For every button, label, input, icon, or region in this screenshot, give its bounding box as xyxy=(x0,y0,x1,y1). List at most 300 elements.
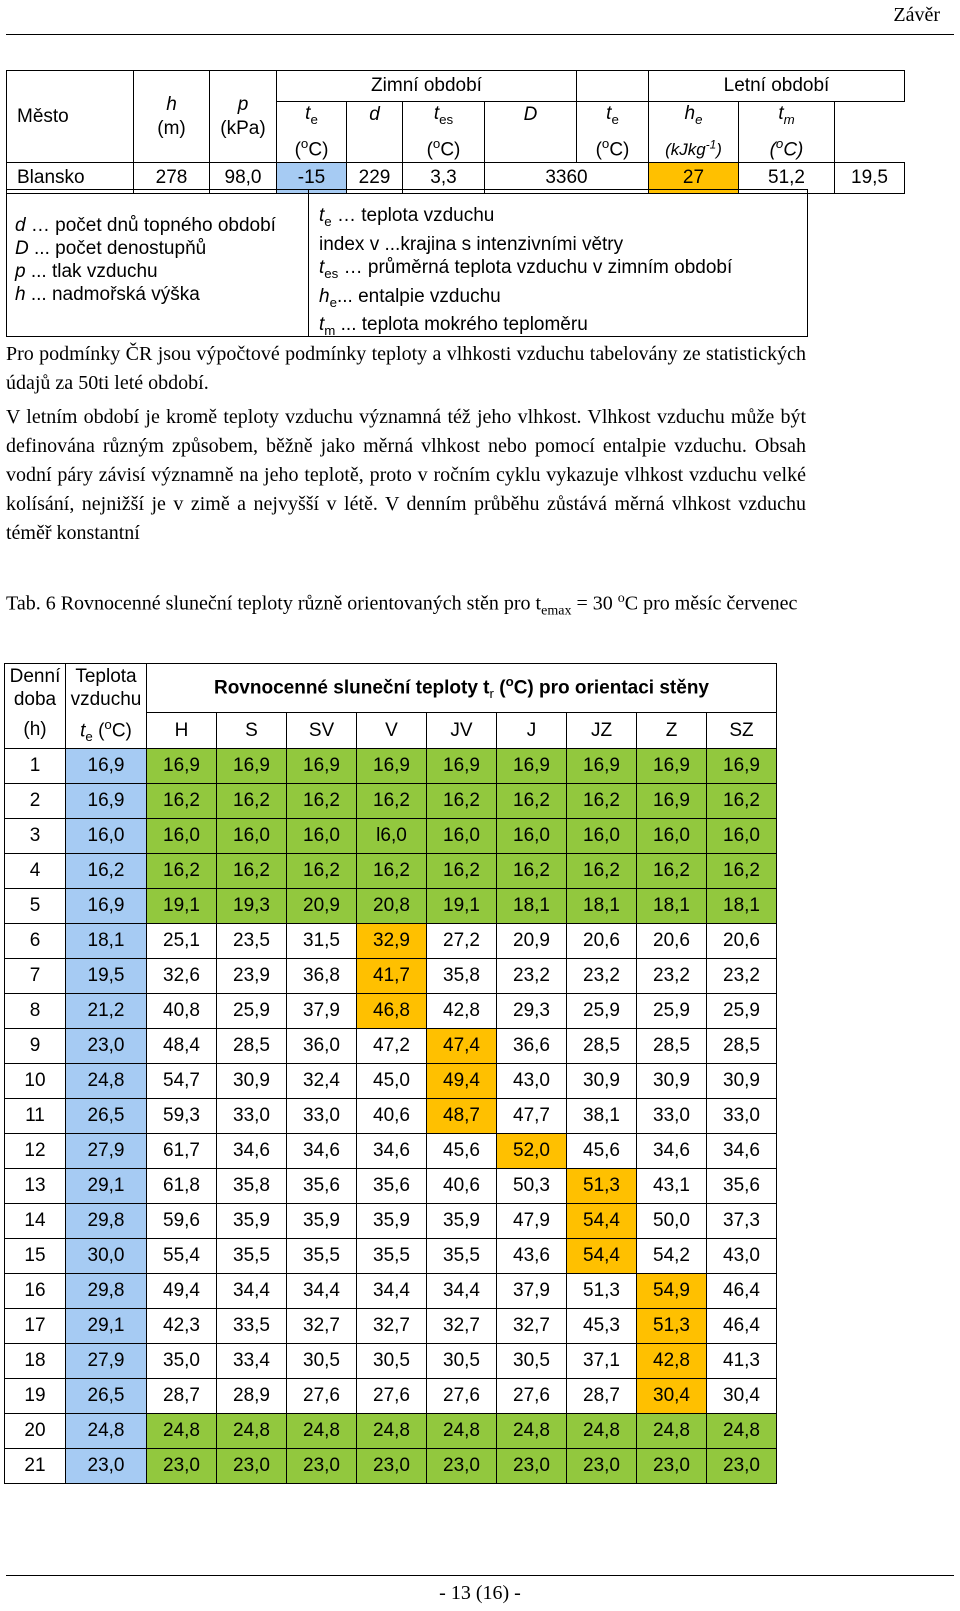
cell-hour: 17 xyxy=(5,1309,66,1344)
table-row xyxy=(5,924,777,959)
cell-value: 16,9 xyxy=(567,749,637,784)
cell-value: 16,0 xyxy=(637,819,707,854)
cell-value: 35,8 xyxy=(217,1169,287,1204)
cell-value: 48,7 xyxy=(427,1099,497,1134)
legend-right xyxy=(311,190,807,339)
cell-value: 25,9 xyxy=(217,994,287,1029)
cell-value: 24,8 xyxy=(427,1414,497,1449)
cell-value: 51,3 xyxy=(567,1169,637,1204)
cell-value: 16,2 xyxy=(497,854,567,889)
cell-value: 16,2 xyxy=(147,854,217,889)
cell-hour: 12 xyxy=(5,1134,66,1169)
cell-value: 19,1 xyxy=(427,889,497,924)
cell-value: 54,7 xyxy=(147,1064,217,1099)
cell-value: 47,2 xyxy=(357,1029,427,1064)
cell-value: 20,8 xyxy=(357,889,427,924)
col-D: D xyxy=(485,102,577,163)
cell-value: 33,0 xyxy=(707,1099,777,1134)
cell-value: 23,0 xyxy=(427,1449,497,1484)
cell-air-temp: 21,2 xyxy=(66,994,147,1029)
cell-value: 16,9 xyxy=(497,749,567,784)
cell-value: 61,7 xyxy=(147,1134,217,1169)
cell-value: 16,2 xyxy=(567,854,637,889)
cell-value: 34,6 xyxy=(707,1134,777,1169)
cell-value: 16,0 xyxy=(567,819,637,854)
cell-value: 23,0 xyxy=(217,1449,287,1484)
cell-value: 45,3 xyxy=(567,1309,637,1344)
cell-value: 30,9 xyxy=(707,1064,777,1099)
cell-hour: 14 xyxy=(5,1204,66,1239)
cell-value: 16,2 xyxy=(357,784,427,819)
cell-value: 20,6 xyxy=(637,924,707,959)
cell-value: 33,4 xyxy=(217,1344,287,1379)
cell-value: 27,6 xyxy=(357,1379,427,1414)
cell-value: 35,5 xyxy=(217,1239,287,1274)
cell-value: 35,6 xyxy=(357,1169,427,1204)
cell-value: 30,5 xyxy=(357,1344,427,1379)
cell-value: 37,9 xyxy=(287,994,357,1029)
cell-value: 51,3 xyxy=(637,1309,707,1344)
cell-value: 33,0 xyxy=(637,1099,707,1134)
header-day: Denní doba xyxy=(5,664,66,713)
legend-item: index v ...krajina s intenzivními větry xyxy=(319,233,624,255)
cell-value: 16,2 xyxy=(287,854,357,889)
cell-hour: 3 xyxy=(5,819,66,854)
header-orientation: H xyxy=(147,713,217,749)
cell-value: 59,6 xyxy=(147,1204,217,1239)
cell-value: 24,8 xyxy=(497,1414,567,1449)
cell-value: 41,7 xyxy=(357,959,427,994)
cell-hour: 1 xyxy=(5,749,66,784)
cell-air-temp: 26,5 xyxy=(66,1379,147,1414)
table-row xyxy=(5,1274,777,1309)
cell-value: 28,5 xyxy=(637,1029,707,1064)
table-row xyxy=(5,1309,777,1344)
row-d: 229 xyxy=(347,163,403,194)
cell-value: 35,5 xyxy=(427,1239,497,1274)
col-te-winter: $t_e$ ($^o$C) xyxy=(277,102,347,163)
paragraph-2: V letním období je kromě teploty vzduchu významná též jeho vlhkost. Vlhkost vzduchu může být definována různým způsobem, běžně jako měrná vlhkost nebo pomocí entalpie vzduchu. Obsah vodní páry závisí významně na jeho teplotě, proto v ročním cyklu vykazuje vlhkost vzduchu velké kolísání, nejnižší je v zimě a nejvyšší v létě. V denním průběhu zůstává měrná vlhkost vzduchu téměř konstantní xyxy=(6,406,806,544)
cell-value: 46,4 xyxy=(707,1274,777,1309)
cell-value: 16,2 xyxy=(287,784,357,819)
cell-value: 18,1 xyxy=(637,889,707,924)
cell-value: 32,7 xyxy=(357,1309,427,1344)
cell-air-temp: 26,5 xyxy=(66,1099,147,1134)
col-city: Město xyxy=(7,71,134,163)
cell-value: 30,5 xyxy=(497,1344,567,1379)
section-header: Závěr xyxy=(893,4,940,26)
col-he: $h_e$ (kJkg$^{-1}$) xyxy=(649,102,739,163)
header-orientation: Z xyxy=(637,713,707,749)
cell-value: 20,6 xyxy=(567,924,637,959)
cell-value: 27,6 xyxy=(427,1379,497,1414)
cell-value: 16,0 xyxy=(707,819,777,854)
cell-value: 23,0 xyxy=(147,1449,217,1484)
cell-value: 25,9 xyxy=(707,994,777,1029)
cell-value: 34,4 xyxy=(427,1274,497,1309)
cell-value: 35,6 xyxy=(707,1169,777,1204)
cell-value: 43,0 xyxy=(707,1239,777,1274)
solar-temperature-table xyxy=(4,663,777,1484)
cell-air-temp: 16,2 xyxy=(66,854,147,889)
row-te-winter: -15 xyxy=(277,163,347,194)
cell-value: 16,0 xyxy=(497,819,567,854)
cell-value: 16,9 xyxy=(637,784,707,819)
cell-value: 24,8 xyxy=(567,1414,637,1449)
cell-value: 16,2 xyxy=(217,784,287,819)
col-d: d xyxy=(347,102,403,163)
col-h: h (m) xyxy=(134,71,210,163)
legend-left xyxy=(7,190,309,336)
cell-value: 16,9 xyxy=(147,749,217,784)
cell-air-temp: 30,0 xyxy=(66,1239,147,1274)
cell-air-temp: 19,5 xyxy=(66,959,147,994)
cell-value: 40,6 xyxy=(427,1169,497,1204)
legend-text: ... tlak vzduchu xyxy=(25,261,158,282)
cell-value: 25,9 xyxy=(567,994,637,1029)
cell-value: 35,9 xyxy=(287,1204,357,1239)
cell-value: 50,0 xyxy=(637,1204,707,1239)
cell-value: 23,0 xyxy=(357,1449,427,1484)
cell-value: 35,9 xyxy=(357,1204,427,1239)
cell-hour: 16 xyxy=(5,1274,66,1309)
cell-value: 28,9 xyxy=(217,1379,287,1414)
cell-value: 54,4 xyxy=(567,1239,637,1274)
cell-value: 16,2 xyxy=(427,854,497,889)
cell-value: 31,5 xyxy=(287,924,357,959)
cell-value: 24,8 xyxy=(217,1414,287,1449)
cell-value: 23,9 xyxy=(217,959,287,994)
cell-value: 18,1 xyxy=(707,889,777,924)
cell-air-temp: 29,8 xyxy=(66,1204,147,1239)
cell-hour: 9 xyxy=(5,1029,66,1064)
table-row xyxy=(5,1064,777,1099)
cell-air-temp: 24,8 xyxy=(66,1064,147,1099)
cell-value: 54,4 xyxy=(567,1204,637,1239)
cell-hour: 4 xyxy=(5,854,66,889)
cell-value: 32,7 xyxy=(287,1309,357,1344)
page-number: - 13 (16) - xyxy=(439,1582,521,1604)
cell-value: 35,0 xyxy=(147,1344,217,1379)
cell-value: 30,4 xyxy=(637,1379,707,1414)
cell-value: 34,6 xyxy=(217,1134,287,1169)
cell-value: 40,6 xyxy=(357,1099,427,1134)
cell-value: 23,2 xyxy=(497,959,567,994)
cell-value: 52,0 xyxy=(497,1134,567,1169)
row-tm: 19,5 xyxy=(835,163,905,194)
cell-hour: 6 xyxy=(5,924,66,959)
cell-value: 23,2 xyxy=(567,959,637,994)
cell-air-temp: 29,8 xyxy=(66,1274,147,1309)
legend-item: h ... nadmořská výška xyxy=(15,284,200,305)
cell-value: 35,5 xyxy=(287,1239,357,1274)
cell-value: 37,1 xyxy=(567,1344,637,1379)
header-orientation: JZ xyxy=(567,713,637,749)
cell-value: 54,9 xyxy=(637,1274,707,1309)
cell-value: 32,9 xyxy=(357,924,427,959)
cell-value: 16,0 xyxy=(427,819,497,854)
cell-hour: 15 xyxy=(5,1239,66,1274)
cell-value: 43,6 xyxy=(497,1239,567,1274)
cell-value: 36,0 xyxy=(287,1029,357,1064)
cell-value: 33,0 xyxy=(217,1099,287,1134)
cell-value: 16,9 xyxy=(637,749,707,784)
cell-value: 47,7 xyxy=(497,1099,567,1134)
cell-value: 28,7 xyxy=(567,1379,637,1414)
header-orientation: SZ xyxy=(707,713,777,749)
cell-value: 16,9 xyxy=(217,749,287,784)
cell-value: 41,3 xyxy=(707,1344,777,1379)
header-orientation: V xyxy=(357,713,427,749)
cell-value: 49,4 xyxy=(147,1274,217,1309)
cell-value: 18,1 xyxy=(497,889,567,924)
header-main: Rovnocenné sluneční teploty $t_r$ ($^o$C) pro orientaci stěny xyxy=(147,664,777,713)
cell-value: 34,4 xyxy=(287,1274,357,1309)
cell-value: 18,1 xyxy=(567,889,637,924)
cell-air-temp: 23,0 xyxy=(66,1449,147,1484)
cell-value: 16,2 xyxy=(707,784,777,819)
row-D: 3360 xyxy=(485,163,649,194)
cell-value: 23,0 xyxy=(287,1449,357,1484)
cell-value: 16,0 xyxy=(147,819,217,854)
cell-value: 20,9 xyxy=(497,924,567,959)
cell-hour: 8 xyxy=(5,994,66,1029)
cell-value: 20,9 xyxy=(287,889,357,924)
cell-air-temp: 27,9 xyxy=(66,1134,147,1169)
col-te-summer: $t_e$ ($^o$C) xyxy=(577,102,649,163)
climate-table xyxy=(6,70,905,194)
row-p: 98,0 xyxy=(210,163,277,194)
cell-value: 28,5 xyxy=(707,1029,777,1064)
cell-value: 30,5 xyxy=(287,1344,357,1379)
cell-value: 19,1 xyxy=(147,889,217,924)
cell-value: 29,3 xyxy=(497,994,567,1029)
cell-value: 47,4 xyxy=(427,1029,497,1064)
cell-value: 36,8 xyxy=(287,959,357,994)
cell-value: 43,1 xyxy=(637,1169,707,1204)
cell-value: 34,4 xyxy=(217,1274,287,1309)
group-winter: Zimní období xyxy=(277,71,577,102)
cell-value: 37,9 xyxy=(497,1274,567,1309)
cell-hour: 13 xyxy=(5,1169,66,1204)
cell-air-temp: 16,9 xyxy=(66,784,147,819)
cell-value: 32,6 xyxy=(147,959,217,994)
table-row xyxy=(5,1169,777,1204)
header-temp: Teplota vzduchu xyxy=(66,664,147,713)
cell-value: 20,6 xyxy=(707,924,777,959)
legend-item: $h_e$... entalpie vzduchu xyxy=(319,285,501,310)
cell-value: 23,0 xyxy=(497,1449,567,1484)
cell-value: 54,2 xyxy=(637,1239,707,1274)
cell-value: 23,0 xyxy=(567,1449,637,1484)
cell-value: 16,2 xyxy=(427,784,497,819)
cell-value: 28,5 xyxy=(567,1029,637,1064)
cell-value: 16,2 xyxy=(497,784,567,819)
cell-value: 25,9 xyxy=(637,994,707,1029)
cell-value: 35,8 xyxy=(427,959,497,994)
cell-air-temp: 16,9 xyxy=(66,889,147,924)
table-row xyxy=(5,994,777,1029)
header-hour-unit: (h) xyxy=(5,713,66,749)
cell-air-temp: 23,0 xyxy=(66,1029,147,1064)
cell-value: 61,8 xyxy=(147,1169,217,1204)
cell-value: 23,2 xyxy=(707,959,777,994)
cell-value: 40,8 xyxy=(147,994,217,1029)
cell-value: 23,5 xyxy=(217,924,287,959)
cell-value: 34,6 xyxy=(287,1134,357,1169)
legend-text: ... nadmořská výška xyxy=(25,284,200,305)
cell-value: 36,6 xyxy=(497,1029,567,1064)
table-row xyxy=(5,1414,777,1449)
cell-value: 30,9 xyxy=(637,1064,707,1099)
table-row xyxy=(5,959,777,994)
table-row xyxy=(5,1134,777,1169)
cell-hour: 20 xyxy=(5,1414,66,1449)
cell-value: 23,0 xyxy=(707,1449,777,1484)
legend-item: d … počet dnů topného období xyxy=(15,215,276,236)
cell-value: 16,2 xyxy=(357,854,427,889)
cell-hour: 7 xyxy=(5,959,66,994)
legend-item: $t_e$ … teplota vzduchu xyxy=(319,205,495,229)
cell-hour: 5 xyxy=(5,889,66,924)
cell-value: 34,4 xyxy=(357,1274,427,1309)
cell-hour: 18 xyxy=(5,1344,66,1379)
table-row xyxy=(5,854,777,889)
cell-value: 47,9 xyxy=(497,1204,567,1239)
cell-air-temp: 27,9 xyxy=(66,1344,147,1379)
cell-value: 30,4 xyxy=(707,1379,777,1414)
row-tes: 3,3 xyxy=(403,163,485,194)
cell-air-temp: 18,1 xyxy=(66,924,147,959)
cell-value: 23,0 xyxy=(637,1449,707,1484)
cell-value: 45,0 xyxy=(357,1064,427,1099)
legend-item: p ... tlak vzduchu xyxy=(15,261,158,282)
legend-text: ... počet denostupňů xyxy=(28,238,207,259)
cell-value: 16,9 xyxy=(427,749,497,784)
cell-value: l6,0 xyxy=(357,819,427,854)
row-city: Blansko xyxy=(7,163,134,194)
cell-value: 16,9 xyxy=(357,749,427,784)
header-te-unit: $t_e$ ($^o$C) xyxy=(66,713,147,749)
table-row xyxy=(5,749,777,784)
cell-value: 42,8 xyxy=(427,994,497,1029)
cell-value: 24,8 xyxy=(357,1414,427,1449)
legend-item: $t_m$ ... teplota mokrého teploměru xyxy=(319,314,588,339)
group-summer: Letní období xyxy=(649,71,905,102)
header-orientation: JV xyxy=(427,713,497,749)
cell-value: 30,9 xyxy=(567,1064,637,1099)
col-tes: $t_{es}$ ($^o$C) xyxy=(403,102,485,163)
cell-value: 23,2 xyxy=(637,959,707,994)
cell-value: 16,2 xyxy=(637,854,707,889)
table-row xyxy=(5,1344,777,1379)
cell-value: 24,8 xyxy=(287,1414,357,1449)
cell-value: 35,5 xyxy=(357,1239,427,1274)
cell-hour: 10 xyxy=(5,1064,66,1099)
row-te-summer: 27 xyxy=(649,163,739,194)
cell-value: 48,4 xyxy=(147,1029,217,1064)
cell-value: 34,6 xyxy=(637,1134,707,1169)
cell-value: 33,5 xyxy=(217,1309,287,1344)
cell-value: 51,3 xyxy=(567,1274,637,1309)
legend-item: D ... počet denostupňů xyxy=(15,238,207,259)
cell-value: 16,0 xyxy=(287,819,357,854)
group-gap xyxy=(577,71,649,102)
cell-value: 49,4 xyxy=(427,1064,497,1099)
table-row xyxy=(5,784,777,819)
cell-air-temp: 16,0 xyxy=(66,819,147,854)
cell-value: 27,2 xyxy=(427,924,497,959)
table-row xyxy=(5,1379,777,1414)
cell-hour: 11 xyxy=(5,1099,66,1134)
cell-value: 35,9 xyxy=(217,1204,287,1239)
cell-value: 24,8 xyxy=(637,1414,707,1449)
cell-value: 37,3 xyxy=(707,1204,777,1239)
cell-value: 28,7 xyxy=(147,1379,217,1414)
cell-value: 42,8 xyxy=(637,1344,707,1379)
cell-air-temp: 24,8 xyxy=(66,1414,147,1449)
table-row xyxy=(5,889,777,924)
cell-value: 27,6 xyxy=(497,1379,567,1414)
cell-value: 42,3 xyxy=(147,1309,217,1344)
cell-value: 32,7 xyxy=(497,1309,567,1344)
cell-value: 43,0 xyxy=(497,1064,567,1099)
table-row xyxy=(5,1099,777,1134)
cell-value: 16,2 xyxy=(707,854,777,889)
paragraph-1: Pro podmínky ČR jsou výpočtové podmínky teploty a vlhkosti vzduchu tabelovány ze statistických údajů za 50ti leté období. xyxy=(6,343,806,394)
cell-value: 45,6 xyxy=(567,1134,637,1169)
header-orientation: S xyxy=(217,713,287,749)
cell-value: 34,6 xyxy=(357,1134,427,1169)
table-row xyxy=(5,819,777,854)
table-row xyxy=(5,1204,777,1239)
cell-value: 32,7 xyxy=(427,1309,497,1344)
legend-box xyxy=(6,189,808,337)
cell-value: 16,2 xyxy=(217,854,287,889)
cell-hour: 19 xyxy=(5,1379,66,1414)
cell-value: 30,5 xyxy=(427,1344,497,1379)
cell-value: 35,9 xyxy=(427,1204,497,1239)
cell-value: 16,9 xyxy=(707,749,777,784)
footer-rule xyxy=(6,1575,954,1576)
cell-hour: 21 xyxy=(5,1449,66,1484)
col-p: p (kPa) xyxy=(210,71,277,163)
table-row xyxy=(5,1449,777,1484)
cell-hour: 2 xyxy=(5,784,66,819)
header-rule xyxy=(6,34,954,35)
header-orientation: J xyxy=(497,713,567,749)
cell-value: 16,0 xyxy=(217,819,287,854)
cell-value: 25,1 xyxy=(147,924,217,959)
cell-value: 28,5 xyxy=(217,1029,287,1064)
cell-air-temp: 29,1 xyxy=(66,1169,147,1204)
cell-value: 24,8 xyxy=(707,1414,777,1449)
cell-air-temp: 29,1 xyxy=(66,1309,147,1344)
cell-value: 55,4 xyxy=(147,1239,217,1274)
cell-value: 27,6 xyxy=(287,1379,357,1414)
row-he: 51,2 xyxy=(739,163,835,194)
cell-value: 35,6 xyxy=(287,1169,357,1204)
cell-value: 33,0 xyxy=(287,1099,357,1134)
table-caption: Tab. 6 Rovnocenné sluneční teploty různě orientovaných stěn pro $t_{emax} = 30$ $^o$C pro měsíc červenec xyxy=(6,591,798,619)
cell-value: 46,8 xyxy=(357,994,427,1029)
table-row xyxy=(5,1029,777,1064)
table-row xyxy=(5,1239,777,1274)
header-orientation: SV xyxy=(287,713,357,749)
cell-air-temp: 16,9 xyxy=(66,749,147,784)
cell-value: 30,9 xyxy=(217,1064,287,1099)
cell-value: 16,9 xyxy=(287,749,357,784)
